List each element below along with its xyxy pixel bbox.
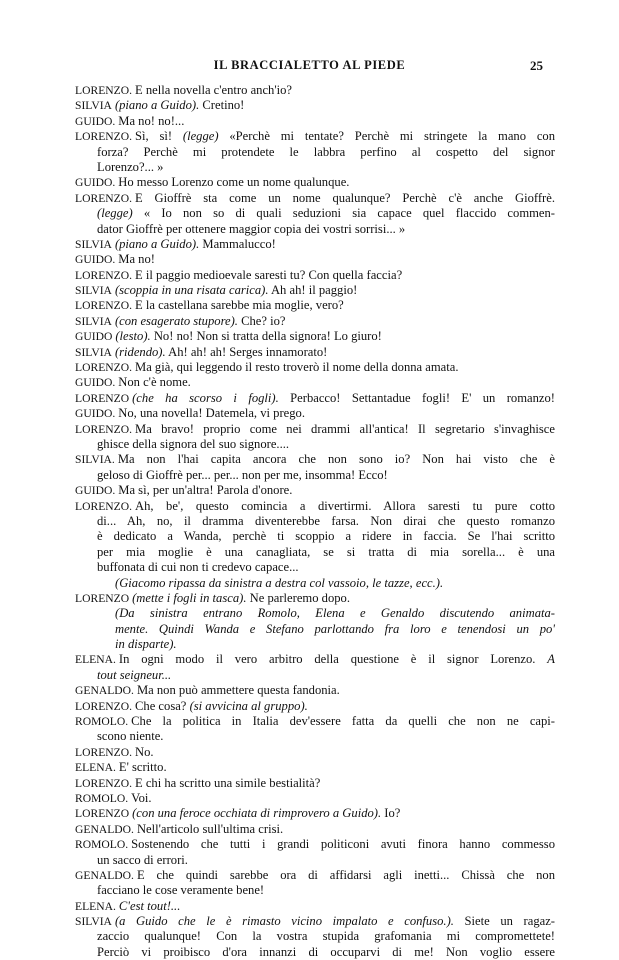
dialogue-line (75, 252, 555, 267)
speaker-name: ELENA. (75, 899, 116, 913)
stage-direction: tout seigneur... (97, 667, 172, 682)
speaker-name: GUIDO. (75, 176, 116, 190)
dialogue-line (75, 329, 555, 344)
speaker-name: LORENZO. (75, 268, 132, 282)
speaker-name: LORENZO. (75, 191, 132, 205)
speech-text: geloso di Gioffrè per... per... non per me, insomma! Ecco! (97, 467, 388, 482)
stage-direction: (ridendo). (114, 344, 166, 359)
dialogue-line (75, 283, 555, 298)
speaker-name: LORENZO. (75, 745, 132, 759)
speaker-name: ELENA. (75, 653, 116, 667)
stage-direction: mente. Quindi Wanda e Stefano parlottando fra loro e tenendosi un po' (115, 621, 555, 636)
speaker-name: SILVIA (75, 345, 112, 359)
continuation-line (75, 883, 555, 898)
speech-text: E nella novella c'entro anch'io? (135, 83, 292, 97)
speaker-name: ROMOLO. (75, 838, 129, 852)
stage-direction: (legge) (182, 129, 219, 144)
speaker-name: ROMOLO. (75, 791, 129, 805)
speech-text: E' scritto. (118, 760, 167, 775)
dialogue-line (75, 652, 555, 667)
dialogue-line (75, 837, 555, 852)
speech-text: E chi ha scritto una simile bestialità? (135, 775, 321, 790)
dialogue-line (75, 391, 555, 406)
dialogue-line (75, 806, 555, 821)
stage-direction: (si avvicina al gruppo). (189, 698, 308, 713)
speech-text: Ne parleremo dopo. (246, 590, 350, 605)
dialogue-line (75, 483, 555, 498)
stage-direction: (che ha scorso i fogli). (132, 390, 279, 405)
speaker-name: LORENZO. (75, 130, 132, 144)
continuation-line (75, 853, 555, 868)
speech-text: E che quindi sarebbe ora di affidarsi agli inetti... Chissà che non (136, 867, 555, 882)
speaker-name: LORENZO. (75, 422, 132, 436)
dialogue-line (75, 868, 555, 883)
dialogue-line (75, 83, 555, 98)
stage-direction: (piano a Guido). (114, 236, 200, 251)
speaker-name: LORENZO. (75, 499, 132, 513)
stage-direction: (piano a Guido). (114, 98, 200, 113)
dialogue-line (75, 791, 555, 806)
speaker-name: SILVIA (75, 99, 112, 113)
speaker-name: GUIDO. (75, 253, 116, 267)
speech-text: E il paggio medioevale saresti tu? Con quella faccia? (135, 267, 403, 282)
stage-direction: (scoppia in una risata carica). (114, 283, 269, 298)
speaker-name: LORENZO (75, 591, 130, 605)
speech-text: Che cosa? (135, 698, 190, 713)
continuation-line (75, 514, 555, 529)
stage-direction: C'est tout!... (118, 898, 181, 913)
dialogue-line (75, 914, 555, 929)
speaker-name: LORENZO. (75, 776, 132, 790)
running-title: IL BRACCIALETTO AL PIEDE (213, 58, 406, 72)
stage-direction: in disparte). (115, 637, 177, 652)
running-head (0, 58, 619, 76)
dialogue-line (75, 760, 555, 775)
dialogue-line (75, 191, 555, 206)
continuation-line (75, 729, 555, 744)
speaker-name: GENALDO. (75, 822, 134, 836)
stage-direction: (a Guido che le è rimasto vicino impalato e confuso.). (114, 914, 454, 929)
speaker-name: GUIDO (75, 330, 113, 344)
dialogue-line (75, 314, 555, 329)
dialogue-line (75, 129, 555, 144)
stage-direction: A (547, 652, 555, 667)
dialogue-line (75, 237, 555, 252)
speaker-name: GENALDO. (75, 684, 134, 698)
dialogue-line (75, 268, 555, 283)
speech-text: Voi. (131, 790, 152, 805)
speaker-name: GUIDO. (75, 114, 116, 128)
continuation-line (75, 560, 555, 575)
speaker-name: SILVIA. (75, 453, 115, 467)
speech-text: Ma già, qui leggendo il resto troverò il nome della donna amata. (135, 360, 459, 375)
speech-text: E Gioffrè sta come un nome qualunque? Perchè c'è anche Gioffrè. (135, 190, 555, 205)
speech-text: è dedicato a Wanda, perchè ti scoppio a ridere in faccia. Se l'hai scritto (97, 529, 555, 544)
speech-text: «Perchè mi tentate? Perchè mi stringete la mano con (218, 129, 555, 144)
speech-text: In ogni modo il vero arbitro della questione è il signor Lorenzo. (118, 652, 548, 667)
continuation-line (75, 929, 555, 944)
continuation-line (75, 468, 555, 483)
speech-text: scono niente. (97, 729, 164, 744)
speech-text: ghisce della signora del suo signore.... (97, 436, 290, 451)
speaker-name: ROMOLO. (75, 715, 129, 729)
speech-text: Ma sì, per un'altra! Parola d'onore. (118, 483, 293, 498)
play-text (75, 83, 555, 960)
speech-text: Perbacco! Settantadue fogli! E' un romanzo! (278, 390, 555, 405)
stage-direction-line (75, 576, 555, 591)
speaker-name: GUIDO. (75, 484, 116, 498)
speaker-name: ELENA. (75, 761, 116, 775)
speech-text: zaccio qualunque! Con la vostra stupida grafomania mi compromettete! (97, 929, 555, 944)
dialogue-line (75, 591, 555, 606)
dialogue-line (75, 776, 555, 791)
speech-text: Ma non l'hai capita ancora che non sono io? Non hai visto che è (117, 452, 555, 467)
speech-text: facciano le cose veramente bene! (97, 883, 265, 898)
dialogue-line (75, 98, 555, 113)
dialogue-line (75, 745, 555, 760)
stage-direction: (con esagerato stupore). (114, 313, 238, 328)
speech-text: Io? (381, 806, 401, 821)
speaker-name: SILVIA (75, 314, 112, 328)
continuation-line (75, 437, 555, 452)
speaker-name: SILVIA (75, 915, 112, 929)
speaker-name: LORENZO. (75, 84, 132, 97)
stage-direction-line (75, 637, 555, 652)
dialogue-line (75, 360, 555, 375)
stage-direction: (con una feroce occhiata di rimprovero a Guido). (132, 806, 382, 821)
speech-text: « Io non so di quali seduzioni sia capace quel flaccido commen- (132, 206, 555, 221)
continuation-line (75, 545, 555, 560)
stage-direction-line (75, 606, 555, 621)
stage-direction: (lesto). (115, 329, 151, 344)
dialogue-line (75, 375, 555, 390)
speech-text: Nell'articolo sull'ultima crisi. (136, 821, 284, 836)
speaker-name: SILVIA (75, 284, 112, 298)
speech-text: No! no! Non si tratta della signora! Lo giuro! (150, 329, 382, 344)
speech-text: Cretino! (199, 98, 245, 113)
dialogue-line (75, 714, 555, 729)
stage-direction: (mette i fogli in tasca). (132, 590, 247, 605)
speaker-name: LORENZO (75, 391, 130, 405)
speaker-name: LORENZO. (75, 361, 132, 375)
dialogue-line (75, 114, 555, 129)
dialogue-line (75, 899, 555, 914)
speech-text: dator Gioffrè per ottenere maggior copia dei vostri sorrisi... » (97, 221, 406, 236)
speech-text: Che? io? (237, 313, 286, 328)
speech-text: Ah ah! il paggio! (268, 283, 358, 298)
stage-direction-line (75, 622, 555, 637)
speaker-name: LORENZO (75, 807, 130, 821)
speaker-name: LORENZO. (75, 699, 132, 713)
speaker-name: GUIDO. (75, 407, 116, 421)
speech-text: di... Ah, no, il dramma diventerebbe farsa. Non dirai che questo romanzo (97, 513, 555, 528)
dialogue-line (75, 345, 555, 360)
continuation-line (75, 529, 555, 544)
dialogue-line (75, 422, 555, 437)
continuation-line (75, 206, 555, 221)
stage-direction: (Giacomo ripassa da sinistra a destra col vassoio, le tazze, ecc.). (115, 575, 444, 590)
speech-text: forza? Perchè mi protendete le labbra perfino al cospetto del signor (97, 144, 555, 159)
speaker-name: SILVIA (75, 237, 112, 251)
continuation-line (75, 160, 555, 175)
speech-text: Siete un ragaz- (453, 914, 555, 929)
dialogue-line (75, 683, 555, 698)
dialogue-line (75, 452, 555, 467)
stage-direction: (legge) (97, 206, 133, 221)
continuation-line (75, 668, 555, 683)
continuation-line (75, 145, 555, 160)
dialogue-line (75, 298, 555, 313)
dialogue-line (75, 699, 555, 714)
continuation-line (75, 945, 555, 960)
dialogue-line (75, 406, 555, 421)
speech-text: Ma no! (118, 252, 155, 267)
stage-direction: (Da sinistra entrano Romolo, Elena e Genaldo discutendo animata- (115, 606, 555, 621)
speech-text: Sì, sì! (135, 129, 183, 144)
speech-text: Ah, be', questo comincia a divertirmi. Allora saresti tu pure cotto (135, 498, 555, 513)
speech-text: No, una novella! Datemela, vi prego. (118, 406, 305, 421)
speech-text: Lorenzo?... » (97, 159, 164, 174)
dialogue-line (75, 499, 555, 514)
speech-text: Ho messo Lorenzo come un nome qualunque. (118, 175, 350, 190)
speech-text: Sostenendo che tutti i grandi politiconi avuti finora hanno commesso (131, 837, 555, 852)
speech-text: per mia moglie è una canagliata, se si tratta di mia sorella... è una (97, 544, 555, 559)
speech-text: un sacco di errori. (97, 852, 188, 867)
speech-text: Ma no! no!... (118, 113, 185, 128)
speech-text: Non c'è nome. (118, 375, 191, 390)
speech-text: E la castellana sarebbe mia moglie, vero? (135, 298, 344, 313)
speaker-name: LORENZO. (75, 299, 132, 313)
dialogue-line (75, 175, 555, 190)
speaker-name: GENALDO. (75, 868, 134, 882)
speech-text: Mammalucco! (199, 236, 276, 251)
speech-text: Che la politica in Italia dev'essere fatta da quelli che non ne capi- (131, 714, 555, 729)
speech-text: Ma non può ammettere questa fandonia. (136, 683, 340, 698)
speech-text: Perciò vi proibisco d'ora innanzi di occuparvi di me! Non voglio essere (97, 944, 555, 959)
page-number: 25 (530, 58, 543, 73)
continuation-line (75, 222, 555, 237)
speech-text: buffonata di cui non ti credevo capace... (97, 560, 299, 575)
speech-text: Ah! ah! ah! Serges innamorato! (165, 344, 328, 359)
speech-text: No. (135, 744, 154, 759)
speaker-name: GUIDO. (75, 376, 116, 390)
speech-text: Ma bravo! proprio come nei drammi all'antica! Il segretario s'invaghisce (135, 421, 555, 436)
dialogue-line (75, 822, 555, 837)
